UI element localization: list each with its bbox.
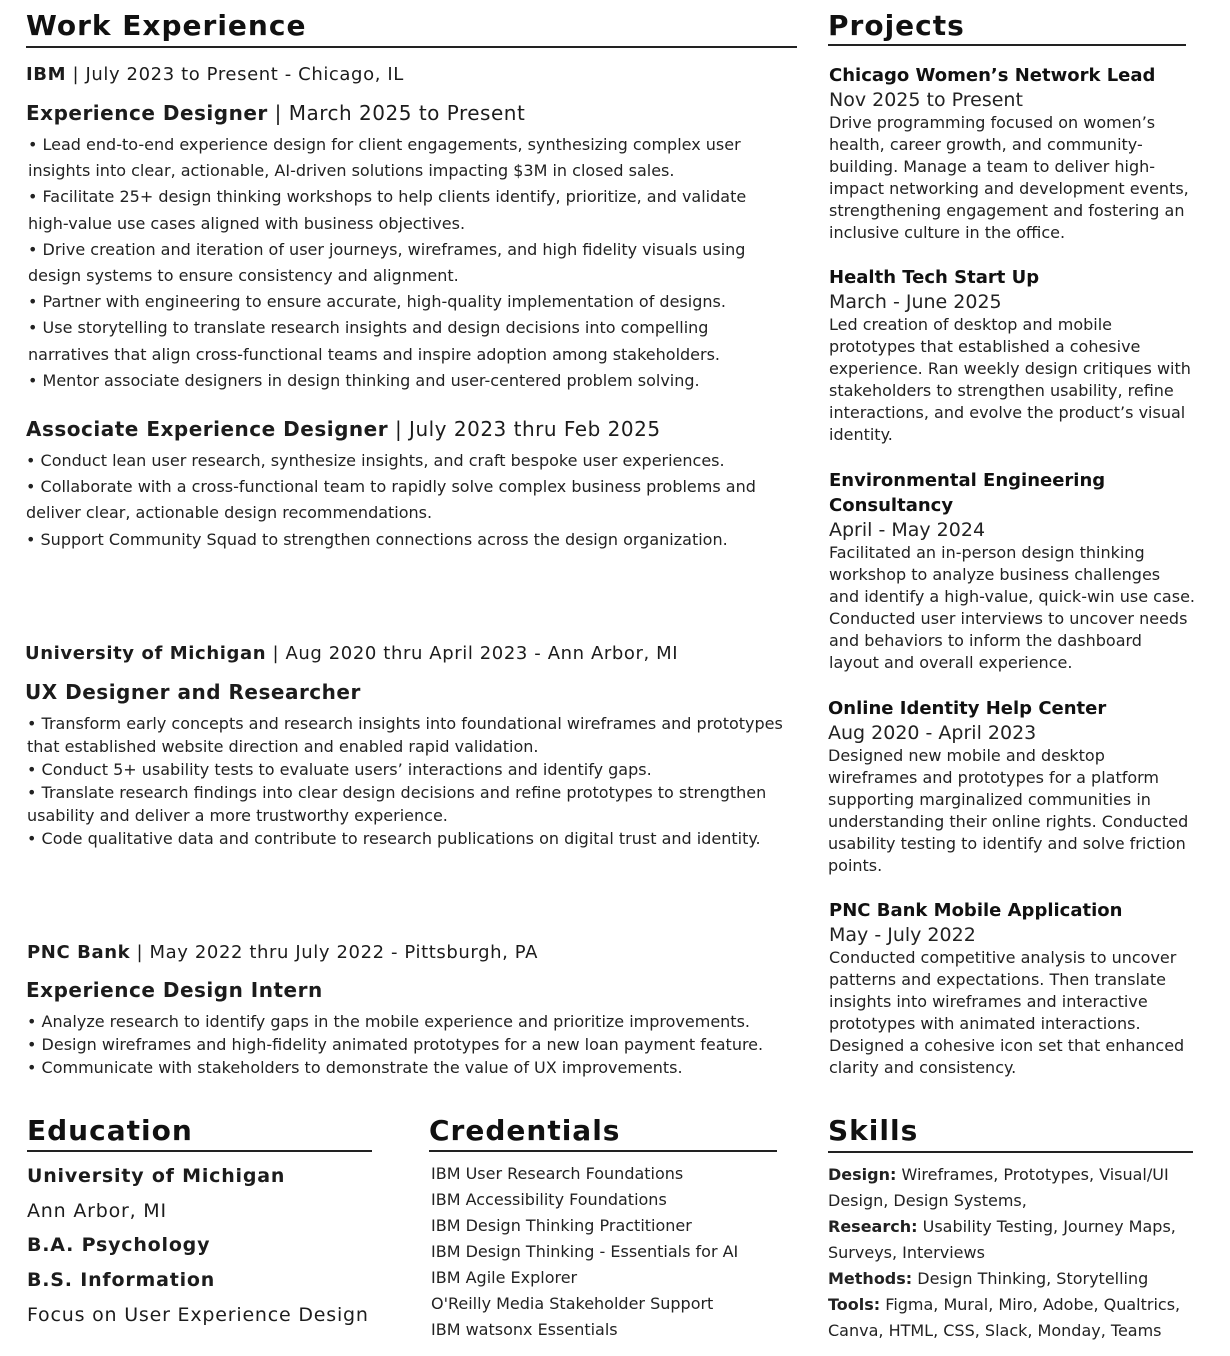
- project-title: PNC Bank Mobile Application: [829, 900, 1123, 921]
- list-item: • Facilitate 25+ design thinking workshops to help clients identify, prioritize, and validate high-value use cases aligned with business objectives.: [28, 187, 747, 233]
- project-description: Conducted competitive analysis to uncover patterns and expectations. Then translate insights into wireframes and interactive prototypes with animated interactions. Designed a cohesive icon set that enhanced clarity and consistency.: [829, 948, 1185, 1077]
- education-rule: [27, 1150, 372, 1152]
- role-line-experience-design-intern: [26, 977, 323, 1003]
- skill-item: [828, 1214, 1200, 1266]
- work-experience-heading: Work Experience: [26, 9, 307, 42]
- list-item: • Transform early concepts and research insights into foundational wireframes and prototypes that established website direction and enabled rapid validation.: [27, 714, 783, 756]
- list-item: • Translate research findings into clear design decisions and refine prototypes to strengthen usability and deliver a more trustworthy experience.: [27, 783, 767, 825]
- list-item: • Partner with engineering to ensure accurate, high-quality implementation of designs.: [28, 292, 726, 312]
- list-item: • Use storytelling to translate research insights and design decisions into compelling narratives that align cross-functional teams and inspire adoption among stakeholders.: [28, 318, 721, 364]
- bullet-list-ux-designer: [27, 712, 793, 850]
- role-line-experience-designer: Experience Designer | March 2025 to Present: [26, 101, 526, 125]
- skill-label: Tools:: [828, 1295, 881, 1314]
- credentials-list: [431, 1161, 791, 1343]
- list-item: • Support Community Squad to strengthen connections across the design organization.: [26, 529, 728, 549]
- role-dates: March 2025 to Present: [288, 101, 526, 125]
- project-description: Drive programming focused on women’s health, career growth, and community-building. Manage a team to deliver high-impact networking and development events, strengthening engagement and fostering an inclusive culture in the office.: [829, 113, 1189, 242]
- role-title: Experience Design Intern: [26, 978, 323, 1002]
- role-line-ux-designer: [25, 679, 361, 705]
- project-description: Led creation of desktop and mobile prototypes that established a cohesive experience. Ran weekly design critiques with stakeholders to strengthen usability, refine interactions, and evolve the product’s visual identity.: [829, 315, 1191, 444]
- company-line-pnc-bank: PNC Bank | May 2022 thru July 2022 - Pittsburgh, PA: [27, 942, 538, 963]
- credentials-heading: Credentials: [429, 1114, 621, 1147]
- company-info: May 2022 thru July 2022 - Pittsburgh, PA: [149, 942, 538, 963]
- skill-item: [828, 1292, 1200, 1344]
- skills-rule: [828, 1151, 1193, 1153]
- list-item: • Lead end-to-end experience design for client engagements, synthesizing complex user insights into clear, actionable, AI-driven solutions impacting $3M in closed sales.: [28, 135, 741, 181]
- list-item: • Code qualitative data and contribute to research publications on digital trust and identity.: [27, 829, 761, 848]
- skill-label: Methods:: [828, 1269, 913, 1288]
- bullet-list-associate-experience-designer: [26, 448, 794, 553]
- project-item: [829, 468, 1195, 673]
- project-description: Designed new mobile and desktop wireframes and prototypes for a platform supporting marginalized communities in understanding their online rights. Conducted usability testing to identify and solve friction points.: [828, 746, 1189, 875]
- project-item: [829, 63, 1195, 243]
- project-item: [829, 265, 1195, 445]
- list-item: • Communicate with stakeholders to demonstrate the value of UX improvements.: [27, 1058, 683, 1077]
- project-item: [828, 696, 1194, 876]
- project-title: Environmental Engineering Consultancy: [829, 470, 1106, 516]
- bullet-list-experience-design-intern: [27, 1010, 797, 1079]
- education-degree: B.A. Psychology: [27, 1234, 211, 1256]
- project-item: [829, 898, 1195, 1078]
- list-item: IBM watsonx Essentials: [431, 1320, 618, 1339]
- skills-list: [828, 1162, 1200, 1344]
- skill-value: Figma, Mural, Miro, Adobe, Qualtrics, Canva, HTML, CSS, Slack, Monday, Teams: [828, 1295, 1181, 1340]
- list-item: • Drive creation and iteration of user journeys, wireframes, and high fidelity visuals using design systems to ensure consistency and alignment.: [28, 239, 746, 286]
- education-location: Ann Arbor, MI: [27, 1200, 167, 1222]
- list-item: IBM User Research Foundations: [431, 1164, 684, 1183]
- role-title: Experience Designer: [26, 101, 268, 125]
- company-info: Aug 2020 thru April 2023 - Ann Arbor, MI: [285, 643, 679, 664]
- list-item: IBM Agile Explorer: [431, 1268, 578, 1287]
- company-info: July 2023 to Present - Chicago, IL: [85, 64, 404, 85]
- company-name: PNC Bank: [27, 942, 131, 963]
- list-item: • Conduct 5+ usability tests to evaluate users’ interactions and identify gaps.: [27, 760, 652, 779]
- company-name: University of Michigan: [25, 643, 267, 664]
- project-dates: March - June 2025: [829, 291, 1002, 313]
- list-item: IBM Design Thinking - Essentials for AI: [431, 1242, 739, 1261]
- list-item: • Conduct lean user research, synthesize insights, and craft bespoke user experiences.: [26, 451, 725, 470]
- skills-heading: Skills: [828, 1114, 919, 1147]
- role-dates: July 2023 thru Feb 2025: [409, 417, 661, 441]
- bullet-list-experience-designer: [28, 132, 790, 394]
- education-degree: B.S. Information: [27, 1269, 216, 1291]
- work-experience-rule: [26, 46, 797, 48]
- education-school: University of Michigan: [27, 1165, 286, 1187]
- project-title: Health Tech Start Up: [829, 267, 1040, 288]
- skill-value: Usability Testing, Journey Maps, Surveys, Interviews: [828, 1217, 1176, 1262]
- project-dates: Nov 2025 to Present: [829, 89, 1023, 111]
- list-item: • Mentor associate designers in design thinking and user-centered problem solving.: [28, 370, 700, 390]
- skill-value: Design Thinking, Storytelling: [912, 1269, 1149, 1288]
- project-title: Chicago Women’s Network Lead: [829, 65, 1156, 86]
- list-item: • Design wireframes and high-fidelity animated prototypes for a new loan payment feature.: [27, 1035, 764, 1054]
- skill-label: Design:: [828, 1165, 897, 1184]
- list-item: • Analyze research to identify gaps in the mobile experience and prioritize improvements.: [27, 1012, 750, 1031]
- list-item: • Collaborate with a cross-functional team to rapidly solve complex business problems and deliver clear, actionable design recommendations.: [26, 477, 756, 523]
- skill-item: [828, 1162, 1200, 1214]
- list-item: IBM Design Thinking Practitioner: [431, 1216, 692, 1235]
- company-line-university-of-michigan: University of Michigan | Aug 2020 thru April 2023 - Ann Arbor, MI: [25, 643, 679, 664]
- project-dates: Aug 2020 - April 2023: [828, 722, 1037, 744]
- project-dates: April - May 2024: [829, 519, 986, 541]
- role-title: UX Designer and Researcher: [25, 680, 361, 704]
- project-title: Online Identity Help Center: [828, 698, 1107, 719]
- skill-item: [828, 1266, 1200, 1292]
- list-item: IBM Accessibility Foundations: [431, 1190, 667, 1209]
- education-heading: Education: [27, 1114, 193, 1147]
- projects-rule: [828, 44, 1186, 46]
- company-line-ibm: IBM | July 2023 to Present - Chicago, IL: [26, 64, 404, 85]
- projects-heading: Projects: [828, 9, 965, 42]
- skill-label: Research:: [828, 1217, 918, 1236]
- credentials-rule: [429, 1150, 777, 1152]
- project-dates: May - July 2022: [829, 924, 976, 946]
- project-description: Facilitated an in-person design thinking workshop to analyze business challenges and identify a high-value, quick-win use case. Conducted user interviews to uncover needs and behaviors to inform the dashboard layout and overall experience.: [829, 543, 1195, 672]
- skill-value: Wireframes, Prototypes, Visual/UI Design, Design Systems,: [828, 1165, 1169, 1210]
- role-title: Associate Experience Designer: [26, 417, 389, 441]
- company-name: IBM: [26, 64, 67, 85]
- role-line-associate-experience-designer: Associate Experience Designer | July 2023 thru Feb 2025: [26, 417, 661, 441]
- list-item: O'Reilly Media Stakeholder Support: [431, 1294, 714, 1313]
- education-focus: Focus on User Experience Design: [27, 1304, 369, 1326]
